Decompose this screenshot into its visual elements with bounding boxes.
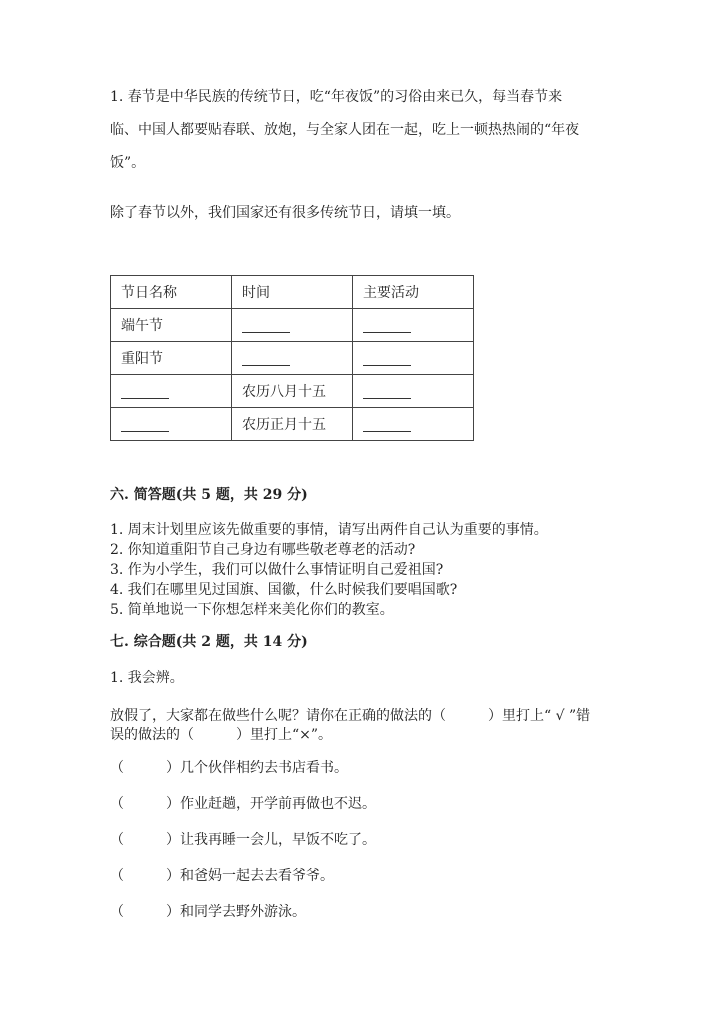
blank-cell[interactable] (111, 408, 232, 441)
blank-cell[interactable] (353, 309, 474, 342)
judge-item[interactable]: （ ）和爸妈一起去去看爷爷。 (110, 868, 334, 884)
question: 1. 周末计划里应该先做重要的事情，请写出两件自己认为重要的事情。 (110, 522, 548, 538)
blank-cell[interactable] (232, 309, 353, 342)
table-cell: 农历正月十五 (232, 408, 353, 441)
question: 1. 我会辨。 (110, 670, 184, 686)
table-header: 主要活动 (353, 276, 474, 309)
fill-blank[interactable] (363, 384, 411, 399)
table-cell: 农历八月十五 (232, 375, 353, 408)
judge-item[interactable]: （ ）作业赶趟，开学前再做也不迟。 (110, 796, 376, 812)
festival-table (110, 275, 474, 441)
table-cell: 端午节 (111, 309, 232, 342)
judge-item[interactable]: （ ）和同学去野外游泳。 (110, 904, 306, 920)
blank-cell[interactable] (353, 408, 474, 441)
table-cell: 重阳节 (111, 342, 232, 375)
table-row (111, 309, 474, 342)
fill-blank[interactable] (363, 417, 411, 432)
fill-blank[interactable] (242, 318, 290, 333)
intro-line: 1. 春节是中华民族的传统节日，吃“年夜饭”的习俗由来已久，每当春节来 (110, 89, 563, 105)
blank-cell[interactable] (353, 342, 474, 375)
judge-item[interactable]: （ ）让我再睡一会儿，早饭不吃了。 (110, 832, 376, 848)
question: 4. 我们在哪里见过国旗、国徽，什么时候我们要唱国歌? (110, 582, 458, 598)
table-header: 节日名称 (111, 276, 232, 309)
fill-blank[interactable] (242, 351, 290, 366)
instruction-line: 误的做法的（ ）里打上“×”。 (110, 727, 333, 743)
table-header: 时间 (232, 276, 353, 309)
fill-blank[interactable] (121, 417, 169, 432)
table-header-row (111, 276, 474, 309)
question: 2. 你知道重阳节自己身边有哪些敬老尊老的活动? (110, 542, 416, 558)
blank-cell[interactable] (353, 375, 474, 408)
fill-blank[interactable] (121, 384, 169, 399)
question: 5. 简单地说一下你想怎样来美化你们的教室。 (110, 602, 394, 618)
judge-item[interactable]: （ ）几个伙伴相约去书店看书。 (110, 760, 348, 776)
section-7-title: 七. 综合题(共 2 题，共 14 分) (110, 634, 308, 650)
blank-cell[interactable] (232, 342, 353, 375)
table-row (111, 408, 474, 441)
instruction-line: 放假了，大家都在做些什么呢？请你在正确的做法的（ ）里打上“ √ ”错 (110, 708, 591, 724)
question: 3. 作为小学生，我们可以做什么事情证明自己爱祖国? (110, 562, 444, 578)
table-row (111, 375, 474, 408)
fill-blank[interactable] (363, 318, 411, 333)
fill-blank[interactable] (363, 351, 411, 366)
intro-line: 临、中国人都要贴春联、放炮，与全家人团在一起，吃上一顿热热闹的“年夜 (110, 122, 580, 138)
blank-cell[interactable] (111, 375, 232, 408)
intro-line: 饭”。 (110, 155, 146, 171)
intro-prompt: 除了春节以外，我们国家还有很多传统节日，请填一填。 (110, 205, 460, 221)
table-row (111, 342, 474, 375)
section-6-title: 六. 简答题(共 5 题，共 29 分) (110, 487, 308, 503)
